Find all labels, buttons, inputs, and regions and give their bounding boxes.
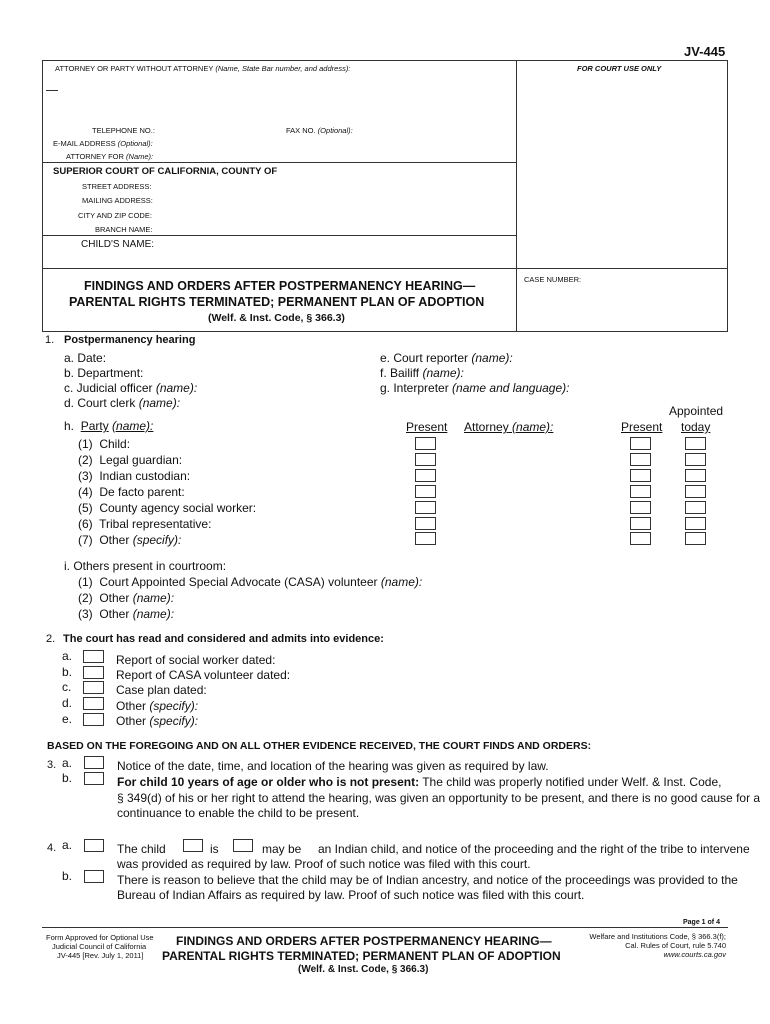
- present-checkbox[interactable]: [415, 469, 436, 482]
- caption-hline-1: [42, 162, 516, 163]
- caption-hline-child: [42, 235, 516, 236]
- attorney-present-checkbox[interactable]: [630, 485, 651, 498]
- page-number: Page 1 of 4: [683, 919, 720, 926]
- judicial-officer-label: c. Judicial officer (name):: [64, 381, 198, 395]
- notice-given-checkbox[interactable]: [84, 756, 104, 769]
- present-checkbox[interactable]: [415, 453, 436, 466]
- notice-given-text: Notice of the date, time, and location of the hearing was given as required by law.: [117, 759, 549, 773]
- appointed-today-checkbox[interactable]: [685, 453, 706, 466]
- city-zip-label: CITY AND ZIP CODE:: [78, 211, 152, 220]
- court-clerk-label: d. Court clerk (name):: [64, 396, 181, 410]
- child-notified-checkbox[interactable]: [84, 772, 104, 785]
- party-header: h. Party (name):: [64, 419, 154, 433]
- rules-reference: Cal. Rules of Court, rule 5.740: [625, 941, 726, 950]
- bailiff-label: f. Bailiff (name):: [380, 366, 464, 380]
- section1-heading: Postpermanency hearing: [64, 334, 196, 346]
- case-plan-checkbox[interactable]: [83, 681, 104, 694]
- appointed-today-checkbox[interactable]: [685, 532, 706, 545]
- section4-number: 4.: [47, 842, 57, 854]
- interpreter-label: g. Interpreter (name and language):: [380, 381, 570, 395]
- caption-right-border: [727, 60, 728, 332]
- hearing-date-label: a. Date:: [64, 351, 107, 365]
- attorney-present-checkbox[interactable]: [630, 469, 651, 482]
- party-row-de-facto-parent: (4) De facto parent:: [78, 485, 185, 499]
- court-use-label: FOR COURT USE ONLY: [577, 64, 662, 73]
- party-row-tribal-rep: (6) Tribal representative:: [78, 517, 212, 531]
- the-child-label: The child: [117, 842, 166, 856]
- item-letter: b.: [62, 771, 73, 785]
- superior-court-label: SUPERIOR COURT OF CALIFORNIA, COUNTY OF: [53, 166, 278, 177]
- caption-bottom-border: [42, 331, 728, 332]
- form-title-line3: (Welf. & Inst. Code, § 366.3): [208, 312, 345, 324]
- attorney-present-checkbox[interactable]: [630, 517, 651, 530]
- appointed-today-checkbox[interactable]: [685, 517, 706, 530]
- other-name-label: (2) Other (name):: [78, 591, 175, 605]
- evidence-letter: a.: [62, 649, 73, 663]
- form-approved: Form Approved for Optional Use: [46, 933, 154, 942]
- attorney-header: Attorney (name):: [464, 420, 554, 434]
- item-letter: a.: [62, 756, 73, 770]
- courts-website-link[interactable]: www.courts.ca.gov: [663, 950, 726, 959]
- footer-title-line3: (Welf. & Inst. Code, § 366.3): [298, 964, 429, 975]
- attorney-present-checkbox[interactable]: [630, 532, 651, 545]
- footer-title-line1: FINDINGS AND ORDERS AFTER POSTPERMANENCY HEARING—: [176, 934, 552, 948]
- child-notified-text-cont: § 349(d) of his or her right to attend the hearing, was given an opportunity to be present, and there is no good cause for a: [117, 791, 761, 805]
- other-evidence-label: Other (specify):: [116, 714, 199, 728]
- street-address-label: STREET ADDRESS:: [82, 182, 152, 191]
- section2-number: 2.: [46, 633, 56, 645]
- casa-report-label: Report of CASA volunteer dated:: [116, 668, 291, 682]
- department-label: b. Department:: [64, 366, 144, 380]
- may-be-checkbox[interactable]: [233, 839, 253, 852]
- section2-heading: The court has read and considered and admits into evidence:: [63, 633, 384, 645]
- item-letter: a.: [62, 838, 73, 852]
- footer-title-line2: PARENTAL RIGHTS TERMINATED; PERMANENT PLAN OF ADOPTION: [162, 949, 561, 963]
- present-checkbox[interactable]: [415, 485, 436, 498]
- casa-volunteer-label: (1) Court Appointed Special Advocate (CASA) volunteer (name):: [78, 575, 423, 589]
- party-row-social-worker: (5) County agency social worker:: [78, 501, 257, 515]
- email-label: E-MAIL ADDRESS (Optional):: [53, 139, 153, 148]
- section1-number: 1.: [45, 334, 55, 346]
- party-row-legal-guardian: (2) Legal guardian:: [78, 453, 183, 467]
- appointed-header: Appointed: [669, 404, 724, 418]
- indian-ancestry-checkbox[interactable]: [84, 870, 104, 883]
- other-evidence-label: Other (specify):: [116, 699, 199, 713]
- attorney-present-checkbox[interactable]: [630, 453, 651, 466]
- indian-child-checkbox[interactable]: [84, 839, 104, 852]
- indian-child-text-cont: was provided as required by law. Proof of such notice was filed with this court.: [117, 857, 531, 871]
- party-row-indian-custodian: (3) Indian custodian:: [78, 469, 191, 483]
- evidence-letter: d.: [62, 696, 73, 710]
- casa-report-checkbox[interactable]: [83, 666, 104, 679]
- form-title-line2: PARENTAL RIGHTS TERMINATED; PERMANENT PLAN OF ADOPTION: [69, 295, 485, 309]
- child-notified-text: For child 10 years of age or older who is not present: The child was properly notified under Welf. & Inst. Code,: [117, 775, 722, 789]
- present-checkbox[interactable]: [415, 532, 436, 545]
- appointed-today-checkbox[interactable]: [685, 485, 706, 498]
- present-checkbox[interactable]: [415, 437, 436, 450]
- indian-child-text: an Indian child, and notice of the proceeding and the right of the tribe to intervene: [318, 842, 750, 856]
- party-row-other: (7) Other (specify):: [78, 533, 182, 547]
- footer-rule: [42, 927, 728, 928]
- caption-hline-2: [42, 268, 728, 269]
- court-reporter-label: e. Court reporter (name):: [380, 351, 513, 365]
- item-letter: b.: [62, 869, 73, 883]
- attorney-label: ATTORNEY OR PARTY WITHOUT ATTORNEY (Name, State Bar number, and address):: [55, 64, 351, 73]
- form-revision: JV-445 [Rev. July 1, 2011]: [57, 951, 144, 960]
- appointed-today-checkbox[interactable]: [685, 501, 706, 514]
- attorney-present-checkbox[interactable]: [630, 437, 651, 450]
- is-label: is: [210, 842, 219, 856]
- child-notified-text-cont: continuance to enable the child to be present.: [117, 806, 360, 820]
- attorney-present-checkbox[interactable]: [630, 501, 651, 514]
- attorney-for-label: ATTORNEY FOR (Name):: [66, 152, 154, 161]
- others-present-label: i. Others present in courtroom:: [64, 559, 227, 573]
- case-plan-label: Case plan dated:: [116, 683, 207, 697]
- present-checkbox[interactable]: [415, 517, 436, 530]
- mailing-address-label: MAILING ADDRESS:: [82, 196, 153, 205]
- indian-ancestry-text-cont: Bureau of Indian Affairs as required by law. Proof of such notice was filed with this court.: [117, 888, 585, 902]
- may-be-label: may be: [262, 842, 302, 856]
- form-id: JV-445: [684, 44, 726, 59]
- case-number-label: CASE NUMBER:: [524, 275, 582, 284]
- appointed-today-checkbox[interactable]: [685, 437, 706, 450]
- is-checkbox[interactable]: [183, 839, 203, 852]
- findings-heading: BASED ON THE FOREGOING AND ON ALL OTHER EVIDENCE RECEIVED, THE COURT FINDS AND ORDERS:: [47, 740, 592, 752]
- branch-name-label: BRANCH NAME:: [95, 225, 153, 234]
- appointed-today-header: today: [681, 420, 711, 434]
- evidence-letter: e.: [62, 712, 73, 726]
- statute-reference: Welfare and Institutions Code, § 366.3(f);: [589, 932, 726, 941]
- evidence-letter: b.: [62, 665, 73, 679]
- caption-top-border: [42, 60, 728, 61]
- other-evidence-checkbox[interactable]: [83, 713, 104, 726]
- social-worker-report-label: Report of social worker dated:: [116, 653, 276, 667]
- other-name-label: (3) Other (name):: [78, 607, 175, 621]
- caption-divider: [516, 60, 517, 332]
- present-header: Present: [406, 420, 448, 434]
- form-title-line1: FINDINGS AND ORDERS AFTER POSTPERMANENCY HEARING—: [84, 279, 476, 293]
- present-checkbox[interactable]: [415, 501, 436, 514]
- caption-left-border: [42, 60, 43, 332]
- child-name-label: CHILD'S NAME:: [81, 239, 155, 250]
- social-worker-report-checkbox[interactable]: [83, 650, 104, 663]
- evidence-letter: c.: [62, 680, 72, 694]
- attorney-present-header: Present: [621, 420, 663, 434]
- appointed-today-checkbox[interactable]: [685, 469, 706, 482]
- telephone-label: TELEPHONE NO.:: [92, 126, 155, 135]
- fax-label: FAX NO. (Optional):: [286, 126, 353, 135]
- party-row-child: (1) Child:: [78, 437, 131, 451]
- indian-ancestry-text: There is reason to believe that the child may be of Indian ancestry, and notice of the proceedings was provided to the: [117, 873, 738, 887]
- judicial-council: Judicial Council of California: [52, 942, 147, 951]
- section3-number: 3.: [47, 759, 57, 771]
- dash-mark: [46, 90, 58, 91]
- other-evidence-checkbox[interactable]: [83, 697, 104, 710]
